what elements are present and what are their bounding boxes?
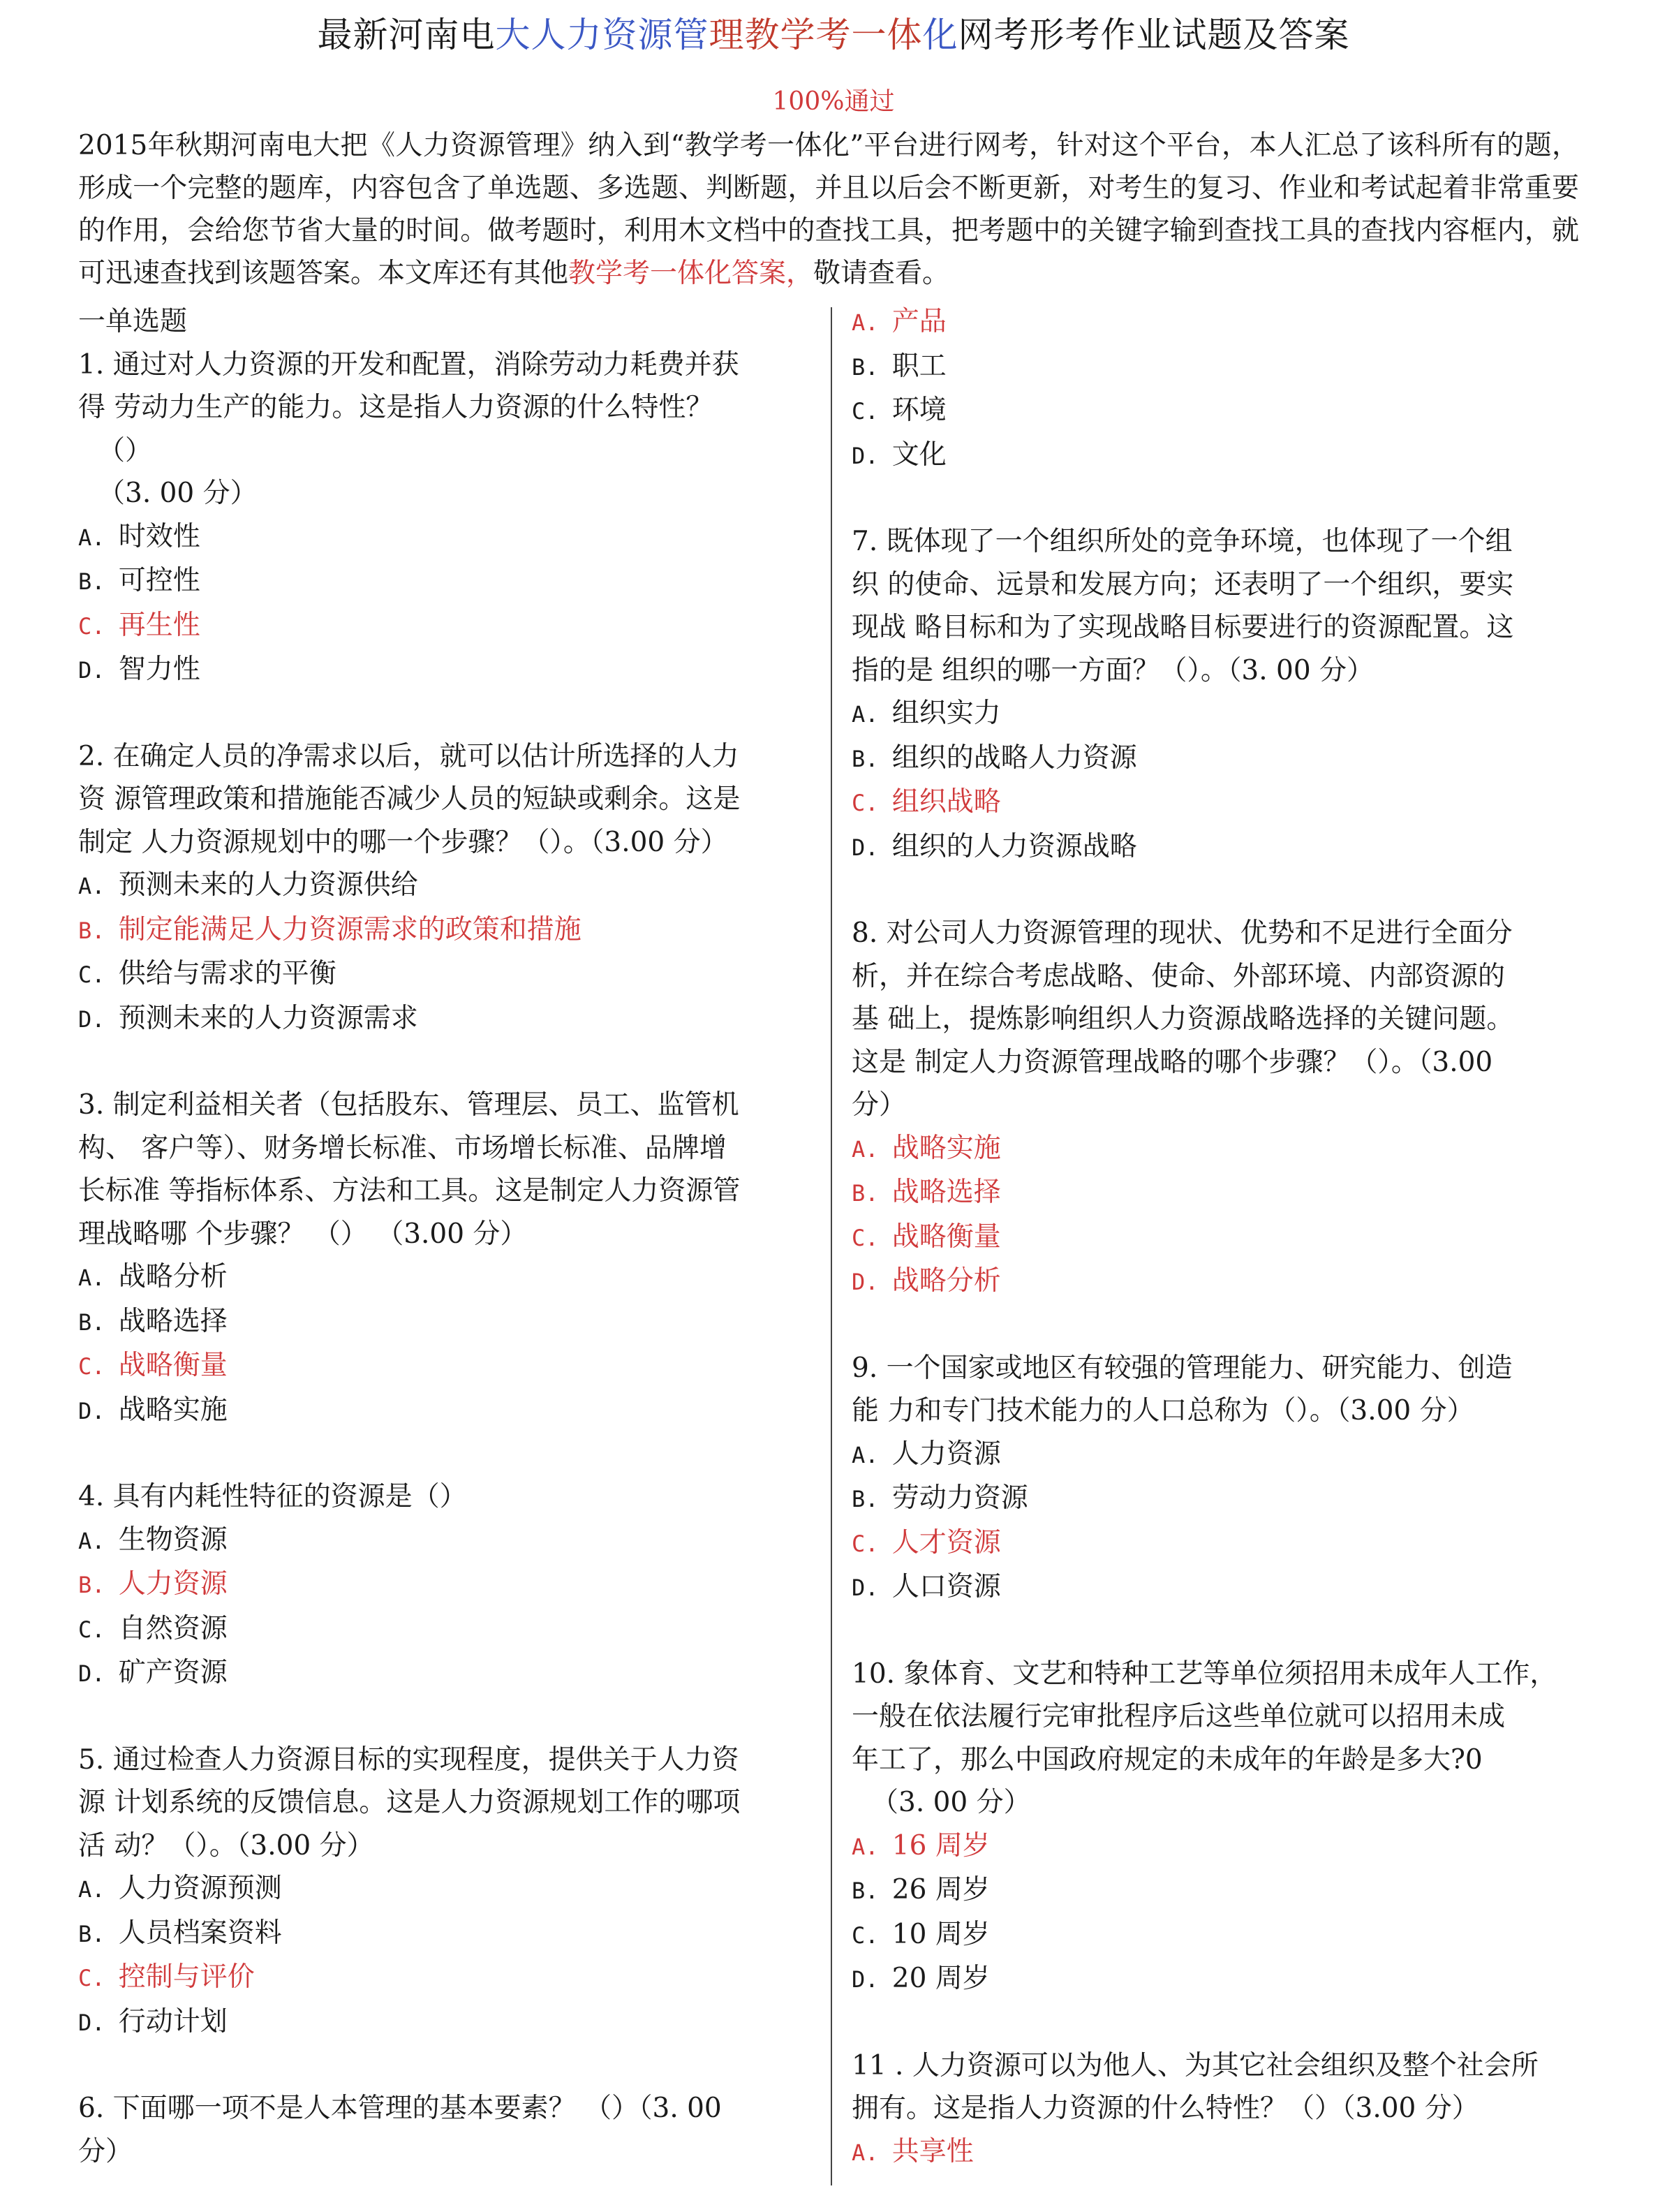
option-text: 组织的战略人力资源	[891, 742, 1137, 774]
question-text-line: 得 劳动力生产的能力。这是指人力资源的什么特性？	[78, 392, 713, 423]
question-text-line: 制定 人力资源规划中的哪一个步骤？（）。（3.00 分）	[78, 826, 728, 858]
answer-option[interactable]	[78, 648, 804, 693]
question-block	[78, 1084, 804, 1433]
answer-option[interactable]	[852, 1433, 1592, 1477]
question-text-line: 5. 通过检查人力资源目标的实现程度，提供关于人力资	[78, 1743, 739, 1776]
intro-tail: 敬请查看。	[813, 258, 950, 289]
question-text-line: 10. 象体育、文艺和特种工艺等单位须招用未成年人工作，	[852, 1658, 1557, 1690]
answer-option[interactable]	[78, 1607, 804, 1652]
option-letter: D.	[852, 1966, 892, 1993]
question-text-line: 6. 下面哪一项不是人本管理的基本要素？ （）（3. 00	[78, 2093, 722, 2124]
answer-option[interactable]	[78, 1389, 804, 1433]
answer-option[interactable]	[852, 1216, 1592, 1260]
option-letter: C.	[78, 1965, 119, 1991]
answer-option[interactable]	[852, 1913, 1592, 1958]
question-text-line: 指的是 组织的哪一方面？（）。（3. 00 分）	[852, 654, 1375, 686]
answer-option[interactable]	[78, 1651, 804, 1696]
document-title	[0, 10, 1667, 60]
answer-option[interactable]	[852, 389, 1592, 434]
option-letter: B.	[78, 1920, 119, 1947]
answer-option[interactable]	[852, 300, 1592, 345]
option-letter: D.	[852, 442, 892, 469]
question-gap	[852, 1610, 1592, 1653]
option-letter: D.	[852, 1269, 892, 1295]
answer-option[interactable]	[852, 2130, 1592, 2175]
column-divider	[831, 307, 832, 2185]
option-text: 26 周岁	[891, 1874, 990, 1905]
option-letter: C.	[852, 1224, 892, 1251]
option-letter: C.	[78, 1616, 119, 1643]
option-text: 人力资源	[891, 1438, 1001, 1470]
answer-option[interactable]	[852, 1127, 1592, 1172]
option-text: 智力性	[118, 654, 200, 685]
question-block	[78, 1739, 804, 2045]
option-letter: A.	[78, 873, 119, 899]
option-text: 战略实施	[118, 1394, 228, 1426]
question-gap	[78, 1041, 804, 1084]
question-block	[78, 2087, 804, 2173]
left-column	[78, 300, 804, 2173]
option-letter: D.	[78, 2009, 119, 2036]
option-letter: C.	[852, 1530, 892, 1557]
option-text-correct: 制定能满足人力资源需求的政策和措施	[118, 913, 581, 945]
question-block	[852, 912, 1592, 1304]
option-text: 环境	[891, 395, 947, 426]
option-text: 自然资源	[118, 1612, 228, 1644]
option-letter: B.	[852, 1486, 892, 1512]
option-letter: A.	[852, 2139, 892, 2166]
option-letter: A.	[852, 1833, 892, 1860]
answer-option[interactable]	[852, 1868, 1592, 1913]
option-letter: B.	[852, 353, 892, 381]
question-gap	[852, 2002, 1592, 2044]
option-text: 文化	[891, 438, 947, 471]
option-text-correct: 组织战略	[891, 786, 1001, 818]
option-text-correct: 产品	[891, 306, 947, 337]
answer-option[interactable]	[852, 781, 1592, 825]
answer-option[interactable]	[78, 1912, 804, 1956]
question-text-line: 一般在依法履行完审批程序后这些单位就可以招用未成	[852, 1701, 1506, 1732]
question-block	[78, 735, 804, 1042]
option-letter: B.	[78, 1572, 119, 1598]
option-text: 人力资源预测	[118, 1873, 282, 1904]
option-text-correct: 人才资源	[891, 1526, 1001, 1558]
question-text-line: 长标准 等指标体系、方法和工具。这是制定人力资源管	[78, 1175, 741, 1207]
question-text-line: 分）	[852, 1089, 907, 1121]
option-text-correct: 再生性	[118, 609, 200, 641]
answer-option[interactable]	[852, 1957, 1592, 2002]
answer-option[interactable]	[78, 1867, 804, 1912]
question-text-line: 11 . 人力资源可以为他人、为其它社会组织及整个社会所	[852, 2049, 1539, 2081]
option-letter: A.	[78, 1264, 119, 1291]
option-text: 生物资源	[118, 1524, 228, 1556]
answer-option[interactable]	[852, 692, 1592, 737]
option-text: 10 周岁	[891, 1918, 990, 1950]
option-letter: D.	[852, 834, 892, 861]
left-questions	[78, 344, 804, 2174]
section-title: 一单选题	[78, 306, 188, 337]
answer-option[interactable]	[78, 1344, 804, 1389]
title-part-1: 最新河南电	[317, 15, 496, 55]
question-text-line: 1. 通过对人力资源的开发和配置，消除劳动力耗费并获	[78, 348, 739, 381]
answer-option[interactable]	[852, 345, 1592, 390]
answer-option[interactable]	[852, 434, 1592, 478]
option-text-correct: 16 周岁	[891, 1829, 990, 1861]
question-text-line: 能 力和专门技术能力的人口总称为（）。（3.00 分）	[852, 1395, 1474, 1426]
question-gap	[852, 1304, 1592, 1347]
intro-paragraph	[78, 124, 1579, 295]
question-block	[852, 1653, 1592, 2002]
option-letter: C.	[852, 1922, 892, 1949]
question-text-line: 2. 在确定人员的净需求以后，就可以估计所选择的人力	[78, 740, 739, 772]
option-letter: C.	[78, 961, 119, 988]
option-text: 时效性	[118, 520, 200, 552]
option-text: 战略选择	[118, 1305, 228, 1337]
question-block	[852, 2044, 1592, 2175]
option-text: 预测未来的人力资源需求	[118, 1002, 418, 1034]
option-text-correct: 控制与评价	[118, 1961, 255, 1993]
option-text-correct: 共享性	[891, 2135, 974, 2167]
question-gap	[78, 2044, 804, 2087]
right-questions	[852, 520, 1592, 2174]
option-letter: C.	[852, 790, 892, 816]
option-text: 人口资源	[891, 1571, 1001, 1602]
title-part-2: 大人力资源管	[495, 15, 709, 55]
option-letter: A.	[78, 524, 119, 551]
question-text-line: 资 源管理政策和措施能否减少人员的短缺或剩余。这是	[78, 783, 741, 815]
option-letter: B.	[78, 1308, 119, 1336]
option-text-correct: 战略实施	[891, 1132, 1001, 1164]
question-text-line: 源 计划系统的反馈信息。这是人力资源规划工作的哪项	[78, 1787, 741, 1818]
option-letter: A.	[78, 1527, 119, 1554]
option-text-correct: 人力资源	[118, 1568, 228, 1600]
option-letter: C.	[78, 1353, 119, 1380]
answer-option[interactable]	[78, 1519, 804, 1563]
question-gap	[852, 869, 1592, 912]
title-part-4: 化	[922, 15, 958, 55]
question-text-line: 4. 具有内耗性特征的资源是（）	[78, 1481, 467, 1512]
answer-option[interactable]	[852, 825, 1592, 870]
question-text-line: 基 础上，提炼影响组织人力资源战略选择的关键问题。	[852, 1003, 1514, 1035]
question-text-line: （3. 00 分）	[871, 1787, 1031, 1818]
option-text: 职工	[891, 350, 947, 382]
option-letter: D.	[78, 1660, 119, 1687]
question-text-line: （）	[98, 434, 153, 466]
option-letter: D.	[78, 657, 119, 684]
option-text: 20 周岁	[891, 1963, 990, 1994]
answer-option[interactable]	[78, 2000, 804, 2045]
question-text-line: 3. 制定利益相关者（包括股东、管理层、员工、监管机	[78, 1089, 739, 1121]
option-letter: D.	[852, 1575, 892, 1601]
option-letter: D.	[78, 1005, 119, 1033]
option-text: 供给与需求的平衡	[118, 958, 336, 989]
option-letter: B.	[78, 917, 119, 944]
option-letter: C.	[78, 612, 119, 640]
question-text-line: 7. 既体现了一个组织所处的竞争环境，也体现了一个组	[852, 526, 1513, 557]
question-gap	[78, 1696, 804, 1739]
title-part-5: 网考形考作业试题及答案	[958, 15, 1350, 55]
question-text-line: 分）	[78, 2135, 133, 2167]
question-text-line: 现战 略目标和为了实现战略目标要进行的资源配置。这	[852, 612, 1514, 643]
answer-option[interactable]	[78, 908, 804, 953]
option-text: 劳动力资源	[891, 1482, 1028, 1514]
option-text-correct: 战略衡量	[891, 1221, 1001, 1253]
option-text: 组织实力	[891, 698, 1001, 729]
answer-option[interactable]	[852, 1477, 1592, 1521]
answer-option[interactable]	[852, 1565, 1592, 1610]
answer-option[interactable]	[78, 952, 804, 997]
option-letter: D.	[78, 1397, 119, 1424]
question-text-line: 析，并在综合考虑战略、使命、外部环境、内部资源的	[852, 960, 1506, 992]
answer-option[interactable]	[78, 1563, 804, 1607]
option-text-correct: 战略分析	[891, 1265, 1001, 1297]
title-part-3: 理教学考一体	[709, 15, 923, 55]
question-block	[78, 344, 804, 693]
question-block	[852, 520, 1592, 869]
answer-option[interactable]	[852, 1171, 1592, 1216]
answer-option[interactable]	[78, 1300, 804, 1345]
option-letter: B.	[852, 1180, 892, 1207]
answer-option[interactable]	[78, 864, 804, 908]
question-text-line: 9. 一个国家或地区有较强的管理能力、研究能力、创造	[852, 1352, 1513, 1384]
answer-option[interactable]	[78, 559, 804, 604]
option-letter: C.	[852, 398, 892, 425]
option-text-correct: 战略选择	[891, 1177, 1001, 1208]
question-text-line: （3. 00 分）	[98, 478, 258, 509]
option-letter: B.	[852, 1878, 892, 1904]
question-text-line: 构、 客户等）、财务增长标准、市场增长标准、品牌增	[78, 1132, 727, 1164]
question-text-line: 8. 对公司人力资源管理的现状、优势和不足进行全面分	[852, 917, 1513, 949]
option-text: 组织的人力资源战略	[891, 830, 1137, 862]
option-letter: A.	[852, 309, 892, 336]
question-text-line: 这是 制定人力资源管理战略的哪个步骤？（）。（3.00	[852, 1046, 1493, 1078]
answer-option[interactable]	[78, 515, 804, 560]
option-text: 可控性	[118, 565, 200, 596]
intro-text: 2015年秋期河南电大把《人力资源管理》纳入到“教学考一体化”平台进行网考，针对这个平台，本人汇总了该科所有的题，形成一个完整的题库，内容包含了单选题、多选题、判断题，并且以后会不断更新，对考生的复习、作业和考试起着非常重要的作用，会给您节省大量的时间。做考题时，利用木文档中的查找工具，把考题中的关键字输到查找工具的查找内容框内，就可迅速查找到该题答案。本文库还有其他	[78, 130, 1579, 289]
question-text-line: 拥有。这是指人力资源的什么特性？（）（3.00 分）	[852, 2093, 1479, 2124]
answer-option[interactable]	[852, 1260, 1592, 1304]
option-text-correct: 战略衡量	[118, 1350, 228, 1381]
question-block	[78, 1475, 804, 1696]
option-letter: A.	[78, 1876, 119, 1903]
question-gap	[852, 478, 1592, 520]
answer-option[interactable]	[852, 1824, 1592, 1869]
question-block	[852, 1347, 1592, 1610]
question-text-line: 年工了，那么中国政府规定的未成年的年龄是多大?0	[852, 1743, 1483, 1776]
answer-option[interactable]	[78, 604, 804, 649]
answer-option[interactable]	[78, 1255, 804, 1300]
question-text-line: 织 的使命、远景和发展方向；还表明了一个组织，要实	[852, 568, 1514, 600]
option-letter: B.	[78, 568, 119, 595]
answer-option[interactable]	[78, 1956, 804, 2000]
option-letter: A.	[852, 1135, 892, 1163]
answer-option[interactable]	[852, 737, 1592, 781]
option-letter: B.	[852, 745, 892, 772]
subtitle: 100%通过	[772, 87, 895, 116]
option-text: 矿产资源	[118, 1657, 228, 1688]
option-letter: A.	[852, 1441, 892, 1468]
intro-link[interactable]: 教学考一体化答案，	[568, 258, 814, 289]
question-text-line: 活 动？（）。（3.00 分）	[78, 1829, 374, 1861]
question-text-line: 理战略哪 个步骤？ （） （3.00 分）	[78, 1218, 528, 1250]
question-gap	[78, 693, 804, 735]
right-top-options	[852, 300, 1592, 520]
option-text: 人员档案资料	[118, 1917, 282, 1949]
option-text: 战略分析	[118, 1261, 228, 1292]
answer-option[interactable]	[852, 1521, 1592, 1566]
option-text: 预测未来的人力资源供给	[118, 869, 418, 901]
option-text: 行动计划	[118, 2005, 228, 2037]
option-letter: A.	[852, 701, 892, 728]
answer-option[interactable]	[78, 997, 804, 1042]
question-gap	[78, 1433, 804, 1475]
right-column	[852, 300, 1592, 2174]
